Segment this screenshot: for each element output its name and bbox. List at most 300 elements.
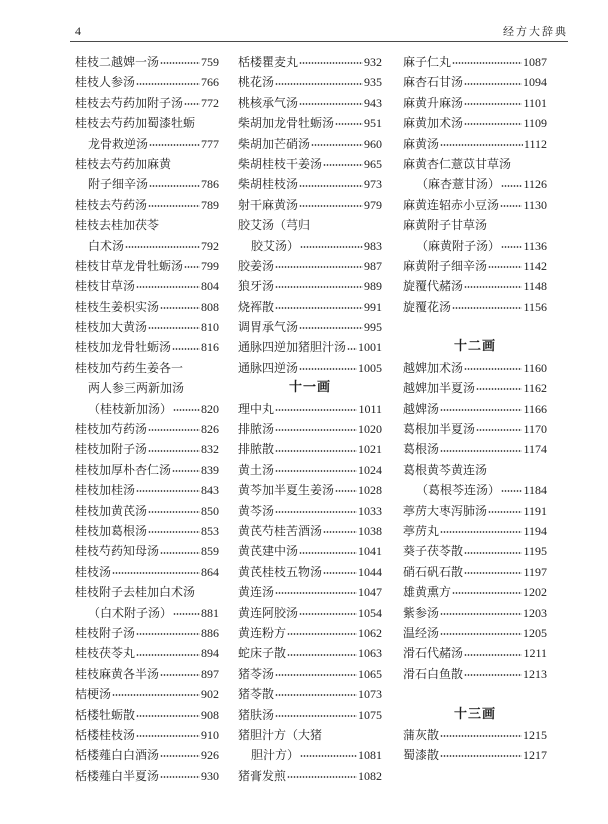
entry-name: 猪胆汁方（大猪: [238, 727, 323, 742]
index-entry: [403, 93, 547, 113]
index-entry: [75, 113, 219, 154]
dot-leader: [440, 408, 522, 412]
entry-name: 旋覆代赭汤: [403, 279, 464, 294]
dot-leader: [160, 551, 200, 555]
dot-leader: [440, 143, 523, 147]
entry-name: 紫参汤: [403, 605, 440, 620]
entry-line: [75, 521, 219, 541]
entry-name: 桂枝去芍药汤: [75, 197, 148, 212]
entry-name: 两人参三两新加汤: [88, 381, 185, 396]
entry-line: [75, 195, 219, 215]
entry-line: [403, 195, 547, 215]
dot-leader: [275, 693, 357, 697]
entry-page-number: 1211: [523, 646, 547, 661]
entry-page-number: 1162: [523, 381, 547, 396]
entry-name: 蛇床子散: [238, 646, 287, 661]
entry-page-number: 973: [364, 177, 382, 192]
entry-name: 桂枝加厚朴杏仁汤: [75, 462, 172, 477]
entry-page-number: 1011: [358, 401, 382, 416]
dot-leader: [136, 82, 200, 86]
entry-name: 桂枝甘草汤: [75, 279, 136, 294]
index-entry: [75, 195, 219, 215]
index-entry: [238, 766, 382, 786]
entry-line: [75, 480, 219, 500]
index-entry: [238, 297, 382, 317]
dot-leader: [275, 265, 363, 269]
entry-line: [238, 215, 382, 235]
dot-leader: [275, 510, 357, 514]
entry-line: [403, 378, 547, 398]
entry-line: [238, 72, 382, 92]
index-entry: [403, 541, 547, 561]
entry-line: [75, 236, 219, 256]
entry-page-number: 1065: [358, 666, 382, 681]
entry-line: [75, 603, 219, 623]
index-entry: [403, 419, 547, 439]
index-entry: [238, 154, 382, 174]
entry-page-number: 1195: [523, 544, 547, 559]
entry-page-number: 881: [201, 605, 219, 620]
dot-leader: [440, 530, 522, 534]
entry-name: 白术汤: [88, 238, 125, 253]
entry-page-number: 1194: [523, 523, 547, 538]
entry-line: [75, 52, 219, 72]
entry-name: 麻黄连轺赤小豆汤: [403, 197, 500, 212]
dot-leader: [287, 775, 357, 779]
index-entry: [238, 603, 382, 623]
entry-page-number: 902: [201, 687, 219, 702]
entry-line: [403, 72, 547, 92]
entry-page-number: 832: [201, 442, 219, 457]
entry-line: [403, 480, 547, 500]
entry-line: [238, 52, 382, 72]
entry-line: [238, 766, 382, 786]
entry-line: [238, 460, 382, 480]
dot-leader: [148, 428, 200, 432]
entry-line: [403, 582, 547, 602]
entry-page-number: 965: [364, 156, 382, 171]
dot-leader: [148, 530, 200, 534]
entry-page-number: 1063: [358, 646, 382, 661]
entry-page-number: 1205: [523, 625, 547, 640]
entry-name: 龙骨救逆汤: [88, 136, 149, 151]
entry-page-number: 1109: [523, 116, 547, 131]
entry-page-number: 1142: [523, 258, 547, 273]
entry-page-number: 1073: [358, 687, 382, 702]
entry-page-number: 789: [201, 197, 219, 212]
entry-name: 黄芪建中汤: [238, 544, 299, 559]
dot-leader: [488, 510, 522, 514]
entry-page-number: 799: [201, 258, 219, 273]
entry-name: 越婢加术汤: [403, 360, 464, 375]
entry-line: [238, 134, 382, 154]
entry-line: [403, 113, 547, 133]
index-entry: [238, 195, 382, 215]
entry-name: 桂枝加葛根汤: [75, 523, 148, 538]
entry-page-number: 843: [201, 483, 219, 498]
entry-name: 桔梗汤: [75, 687, 112, 702]
index-entry: [403, 215, 547, 256]
index-entry: [238, 562, 382, 582]
entry-name: 越婢加半夏汤: [403, 381, 476, 396]
entry-name: 桂枝加芍药汤: [75, 422, 148, 437]
entry-page-number: 1021: [358, 442, 382, 457]
entry-name: 柴胡桂枝汤: [238, 177, 299, 192]
entry-line: [403, 215, 547, 235]
entry-line: [238, 297, 382, 317]
entry-line: [403, 725, 547, 745]
entry-page-number: 1054: [358, 605, 382, 620]
entry-line: [403, 134, 547, 154]
entry-name: 桂枝茯苓丸: [75, 646, 136, 661]
entry-name: 麻黄汤: [403, 136, 440, 151]
dot-leader: [172, 347, 200, 351]
dot-leader: [149, 143, 200, 147]
index-entry: [75, 72, 219, 92]
dot-leader: [275, 591, 357, 595]
entry-page-number: 1191: [523, 503, 547, 518]
entry-page-number: 897: [201, 666, 219, 681]
dot-leader: [275, 673, 357, 677]
entry-page-number: 808: [201, 299, 219, 314]
entry-name: 狼牙汤: [238, 279, 275, 294]
index-entry: [238, 643, 382, 663]
entry-line: [403, 603, 547, 623]
index-entry: [75, 725, 219, 745]
index-entry: [238, 705, 382, 725]
dot-leader: [160, 673, 200, 677]
entry-name: 桂枝二越婢一汤: [75, 55, 160, 69]
dot-leader: [160, 754, 200, 758]
entry-page-number: 1202: [523, 585, 547, 600]
entry-page-number: 850: [201, 503, 219, 518]
entry-name: 雄黄熏方: [403, 585, 452, 600]
entry-name: 栝楼薤白白酒汤: [75, 748, 160, 763]
entry-page-number: 943: [364, 95, 382, 110]
entry-name: 黄土汤: [238, 462, 275, 477]
dot-leader: [299, 551, 357, 555]
dot-leader: [275, 428, 357, 432]
entry-line: [75, 378, 219, 398]
dot-leader: [323, 163, 363, 167]
entry-line: [238, 358, 382, 378]
dot-leader: [464, 367, 522, 371]
entry-name: 葛根黄芩黄连汤: [403, 462, 488, 477]
entry-line: [75, 337, 219, 357]
entry-name: 黄芪桂枝五物汤: [238, 564, 323, 579]
entry-line: [75, 154, 219, 174]
index-entry: [403, 664, 547, 684]
dot-leader: [136, 714, 200, 718]
entry-name: 葶苈大枣泻肺汤: [403, 503, 488, 518]
entry-page-number: 926: [201, 748, 219, 763]
entry-page-number: 816: [201, 340, 219, 355]
dot-leader: [112, 693, 200, 697]
entry-line: [403, 297, 547, 317]
dot-leader: [299, 61, 363, 65]
index-entry: [403, 154, 547, 195]
entry-line: [238, 93, 382, 113]
entry-page-number: 894: [201, 646, 219, 661]
index-entry: [403, 439, 547, 459]
dot-leader: [440, 632, 522, 636]
entry-page-number: 1197: [523, 564, 547, 579]
dot-leader: [184, 265, 200, 269]
entry-line: [75, 460, 219, 480]
entry-line: [238, 419, 382, 439]
entry-page-number: 826: [201, 422, 219, 437]
entry-line: [238, 603, 382, 623]
dot-leader: [464, 673, 522, 677]
entry-page-number: 987: [364, 258, 382, 273]
index-entry: [403, 399, 547, 419]
dot-leader: [488, 265, 522, 269]
entry-page-number: 1038: [358, 523, 382, 538]
entry-line: [403, 93, 547, 113]
entry-page-number: 1170: [523, 422, 547, 437]
index-entry: [75, 684, 219, 704]
entry-name: 桂枝去芍药加附子汤: [75, 95, 184, 110]
index-entry: [75, 154, 219, 195]
index-entry: [403, 72, 547, 92]
entry-line: [75, 174, 219, 194]
entry-name: 桂枝附子汤: [75, 625, 136, 640]
dot-leader: [287, 653, 357, 657]
entry-page-number: 777: [201, 136, 219, 151]
index-entry: [75, 766, 219, 786]
entry-page-number: 804: [201, 279, 219, 294]
entry-line: [75, 562, 219, 582]
entry-name: 麻黄升麻汤: [403, 95, 464, 110]
dot-leader: [275, 449, 357, 453]
entry-line: [75, 725, 219, 745]
dot-leader: [275, 714, 357, 718]
entry-line: [238, 541, 382, 561]
dot-leader: [440, 612, 522, 616]
entry-page-number: 1044: [358, 564, 382, 579]
entry-name: 蜀漆散: [403, 748, 440, 763]
entry-name: 桂枝加大黄汤: [75, 320, 148, 335]
entry-line: [75, 766, 219, 786]
entry-name: 猪苓散: [238, 687, 275, 702]
entry-page-number: 886: [201, 625, 219, 640]
index-entry: [238, 480, 382, 500]
entry-page-number: 1024: [358, 462, 382, 477]
entry-page-number: 1213: [523, 666, 547, 681]
index-entry: [238, 174, 382, 194]
index-entry: [238, 460, 382, 480]
entry-line: [403, 52, 547, 72]
dot-leader: [148, 326, 200, 330]
index-entry: [403, 623, 547, 643]
entry-name: 射干麻黄汤: [238, 197, 299, 212]
index-entry: [75, 93, 219, 113]
index-entry: [238, 113, 382, 133]
entry-name: 麻黄加术汤: [403, 116, 464, 131]
dot-leader: [160, 775, 200, 779]
entry-name: 栝楼薤白半夏汤: [75, 768, 160, 783]
entry-page-number: 1174: [523, 442, 547, 457]
dot-leader: [136, 734, 200, 738]
dot-leader: [136, 632, 200, 636]
entry-name: 麻杏石甘汤: [403, 75, 464, 90]
dot-leader: [148, 510, 200, 514]
entry-name: 胶艾汤（芎归: [238, 218, 311, 233]
entry-name: （麻杏薏甘汤）: [416, 177, 501, 192]
entry-page-number: 1136: [523, 238, 547, 253]
index-entry: [75, 705, 219, 725]
entry-name: 桂枝麻黄各半汤: [75, 666, 160, 681]
entry-line: [403, 154, 547, 174]
entry-line: [75, 358, 219, 378]
entry-line: [403, 256, 547, 276]
entry-line: [238, 113, 382, 133]
index-entry: [75, 664, 219, 684]
entry-line: [238, 439, 382, 459]
entry-line: [403, 521, 547, 541]
index-entry: [403, 134, 547, 154]
dot-leader: [347, 347, 357, 351]
entry-line: [238, 725, 382, 745]
entry-page-number: 792: [201, 238, 219, 253]
index-entry: [238, 215, 382, 256]
index-entry: [75, 480, 219, 500]
entry-page-number: 1126: [523, 177, 547, 192]
entry-name: 葛根加半夏汤: [403, 422, 476, 437]
index-entry: [403, 725, 547, 745]
entry-line: [238, 582, 382, 602]
entry-line: [238, 337, 382, 357]
entry-name: 胶姜汤: [238, 258, 275, 273]
entry-page-number: 759: [201, 55, 219, 69]
entry-name: 桃核承气汤: [238, 95, 299, 110]
index-entry: [75, 337, 219, 357]
index-entry: [75, 419, 219, 439]
dot-leader: [275, 82, 363, 86]
index-entry: [403, 113, 547, 133]
entry-page-number: 1203: [523, 605, 547, 620]
index-entry: [75, 439, 219, 459]
entry-name: 黄连阿胶汤: [238, 605, 299, 620]
entry-name: 桂枝去芍药加蜀漆牡蛎: [75, 116, 196, 131]
entry-line: [75, 256, 219, 276]
dot-leader: [500, 204, 522, 208]
entry-name: 蒲灰散: [403, 727, 440, 742]
dot-leader: [464, 82, 522, 86]
entry-line: [75, 705, 219, 725]
entry-name: 排脓汤: [238, 422, 275, 437]
entry-page-number: 1087: [523, 55, 547, 69]
dot-leader: [299, 367, 357, 371]
entry-line: [403, 745, 547, 765]
entry-line: [238, 174, 382, 194]
entry-page-number: 1075: [358, 707, 382, 722]
entry-page-number: 1028: [358, 483, 382, 498]
book-title: 经方大辞典: [503, 25, 568, 38]
index-entry: [75, 582, 219, 623]
index-entry: [238, 317, 382, 337]
dot-leader: [136, 285, 200, 289]
index-entry: [403, 52, 547, 72]
entry-line: [403, 276, 547, 296]
entry-line: [403, 501, 547, 521]
entry-line: [238, 643, 382, 663]
entry-line: [75, 399, 219, 419]
entry-line: [238, 684, 382, 704]
entry-page-number: 1112: [523, 136, 547, 151]
dot-leader: [464, 653, 522, 657]
entry-name: 桂枝加桂汤: [75, 483, 136, 498]
index-entry: [403, 276, 547, 296]
entry-page-number: 979: [364, 197, 382, 212]
entry-name: 桂枝去芍药加麻黄: [75, 156, 172, 171]
entry-line: [238, 501, 382, 521]
dot-leader: [323, 571, 357, 575]
entry-page-number: 820: [201, 401, 219, 416]
entry-page-number: 766: [201, 75, 219, 90]
stroke-count-heading: 十二画: [453, 339, 496, 355]
entry-name: 附子细辛汤: [88, 177, 149, 192]
entry-line: [403, 643, 547, 663]
dot-leader: [464, 122, 522, 126]
entry-page-number: 1005: [358, 360, 382, 375]
entry-name: 黄连汤: [238, 585, 275, 600]
entry-page-number: 1215: [523, 727, 547, 742]
index-entry: [75, 623, 219, 643]
entry-line: [238, 745, 382, 765]
entry-name: 桂枝加附子汤: [75, 442, 148, 457]
entry-name: 葶苈丸: [403, 523, 440, 538]
entry-name: 桂枝芍药知母汤: [75, 544, 160, 559]
entry-line: [238, 480, 382, 500]
index-column-2: [238, 52, 382, 786]
entry-name: 黄连粉方: [238, 625, 287, 640]
entry-line: [75, 93, 219, 113]
dot-leader: [275, 408, 357, 412]
entry-line: [238, 317, 382, 337]
stroke-count-heading: 十三画: [453, 706, 496, 722]
index-column-3: [403, 52, 547, 766]
index-entry: [403, 643, 547, 663]
entry-page-number: 995: [364, 320, 382, 335]
entry-name: 麻子仁丸: [403, 55, 452, 69]
entry-line: [403, 174, 547, 194]
entry-page-number: 910: [201, 727, 219, 742]
entry-name: 柴胡加芒硝汤: [238, 136, 311, 151]
dot-leader: [300, 245, 363, 249]
index-entry: [238, 623, 382, 643]
index-entry: [403, 358, 547, 378]
dot-leader: [112, 571, 200, 575]
entry-page-number: 1033: [358, 503, 382, 518]
entry-line: [75, 501, 219, 521]
entry-line: [75, 215, 219, 235]
entry-line: [75, 297, 219, 317]
entry-name: 葵子茯苓散: [403, 544, 464, 559]
entry-name: 麻黄附子细辛汤: [403, 258, 488, 273]
entry-page-number: 1047: [358, 585, 382, 600]
entry-name: 桃花汤: [238, 75, 275, 90]
entry-name: 桂枝去桂加茯苓: [75, 218, 160, 233]
entry-line: [238, 256, 382, 276]
dot-leader: [275, 306, 363, 310]
dot-leader: [440, 754, 522, 758]
entry-line: [75, 745, 219, 765]
entry-line: [403, 399, 547, 419]
entry-page-number: 1160: [523, 360, 547, 375]
dot-leader: [148, 204, 200, 208]
entry-page-number: 983: [364, 238, 382, 253]
